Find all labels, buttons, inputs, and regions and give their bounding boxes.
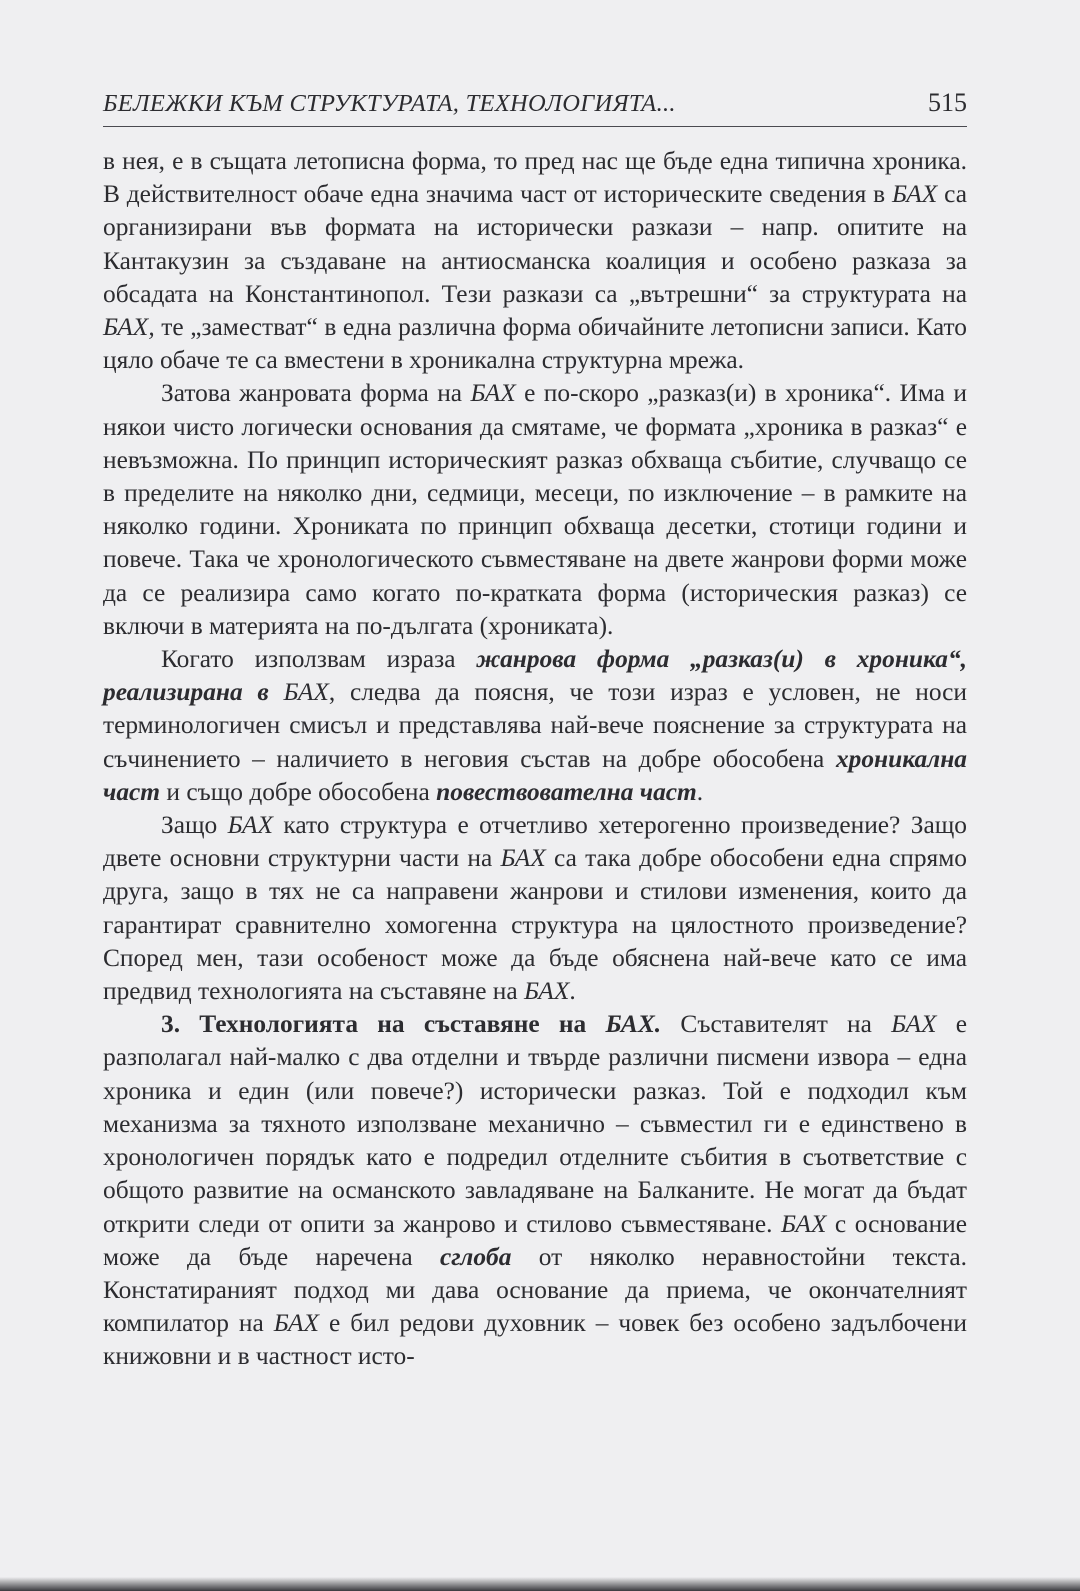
emphasis-chronicle-part: хроникална част: [103, 744, 967, 806]
paragraph-continued: [103, 145, 967, 377]
text-run: е бил редови духовник – човек без особено задълбочени книжовни и в частност исто-: [103, 1309, 967, 1371]
text-run: Защо: [161, 811, 228, 840]
abbrev-bah: БАХ: [470, 379, 516, 408]
paragraph-questions: [103, 809, 967, 1008]
text-run: е по-скоро „разказ(и) в хроника“. Има и някои чисто логически основания да смятаме, че формата „хроника в разказ“ е невъзможна. По принцип историческият разказ обхваща събитие, случващо се в пределите на няколко дни, седмици, месеци, по изключение – в рамките на няколко години. Хрониката по принцип обхваща десетки, стотици години и повече. Така че хронологическото съвместяване на двете жанрови форми може да се реализира само когато по-кратката форма (историческия разказ) се включи в материята на по-дългата (хрониката).: [103, 379, 967, 640]
text-run: и също добре обособена: [160, 777, 437, 806]
abbrev-bah: БАХ: [891, 180, 938, 209]
text-run: те „заместват“ в една различна форма обичайните летописни записи. Като цяло обаче те са вместени в хроникална структурна мрежа.: [103, 313, 967, 375]
body-text: [103, 145, 967, 1374]
abbrev-bah: БАХ: [891, 1010, 937, 1039]
text-run: .: [569, 977, 576, 1006]
emphasis-sgloba: сглоба: [439, 1242, 512, 1271]
abbrev-bah: БАХ: [500, 844, 546, 873]
section-heading: 3. Технологията на съставяне на: [161, 1010, 606, 1039]
paragraph-genre-form: [103, 377, 967, 643]
scan-bottom-edge: [0, 1577, 1080, 1591]
text-run: от няколко неравностойни текста. Констатираният подход ми дава основание да приема, че окончателният компилатор на: [103, 1242, 967, 1338]
paragraph-section-3: [103, 1008, 967, 1373]
abbrev-bah: БАХ: [524, 977, 570, 1006]
paragraph-term-note: [103, 643, 967, 809]
abbrev-bah: БАХ: [227, 811, 273, 840]
running-title: БЕЛЕЖКИ КЪМ СТРУКТУРАТА, ТЕХНОЛОГИЯТА...: [103, 90, 676, 117]
text-run: с основание може да бъде наречена: [103, 1209, 968, 1271]
abbrev-bah: БАХ,: [103, 313, 155, 342]
abbrev-bah: БАХ.: [605, 1010, 662, 1039]
text-run: са така добре обособени една спрямо друга, защо в тях не са направени жанрови и стилови изменения, които да гарантират сравнително хомогенна структура на цялостното произведение? Според мен, тази особеност може да бъде обяснена най-вече като се има предвид технологията на съставяне на: [103, 844, 967, 1006]
page-number: 515: [928, 88, 967, 117]
text-run: Когато използвам израза: [161, 645, 477, 674]
text-run: Затова жанровата форма на: [161, 379, 471, 408]
text-run: в нея, е в същата летописна форма, то пред нас ще бъде една типична хроника. В действителност обаче една значима част от историческите сведения в: [103, 147, 967, 209]
running-header: [103, 86, 967, 127]
abbrev-bah: БАХ: [781, 1209, 827, 1238]
text-run: е разполагал най-малко с два отделни и твърде различни писмени извора – една хроника и един (или повече?) исторически разказ. Той е подходил към механизма за тяхното използване механично – съвместил ги е единствено в хронологичен порядък като е подредил отделните събития в съответствие с общото развитие на османското завладяване на Балканите. Не могат да бъдат открити следи от опити за жанрово и стилово съвместяване.: [103, 1010, 967, 1238]
abbrev-bah: БАХ: [283, 678, 329, 707]
text-run: , следва да поясня, че този израз е условен, не носи терминологичен смисъл и представлява най-вече пояснение за структурата на съчинението – наличието в неговия състав на добре обособена: [103, 678, 968, 773]
text-run: .: [696, 777, 704, 806]
abbrev-bah: БАХ: [273, 1309, 320, 1338]
emphasis-genre-form: жанрова форма „разказ(и) в хроника“, реализирана в: [103, 645, 968, 707]
text-run: Съставителят на: [661, 1010, 892, 1039]
emphasis-narrative-part: повествователна част: [436, 777, 697, 806]
text-run: като структура е отчетливо хетерогенно произведение? Защо двете основни структурни части на: [103, 811, 967, 873]
text-run: са организирани във формата на исторически разкази – напр. опитите на Кантакузин за създаване на антиосманска коалиция и особено разказа за обсадата на Константинопол. Тези разкази са „вътрешни“ за структурата на: [103, 180, 967, 308]
